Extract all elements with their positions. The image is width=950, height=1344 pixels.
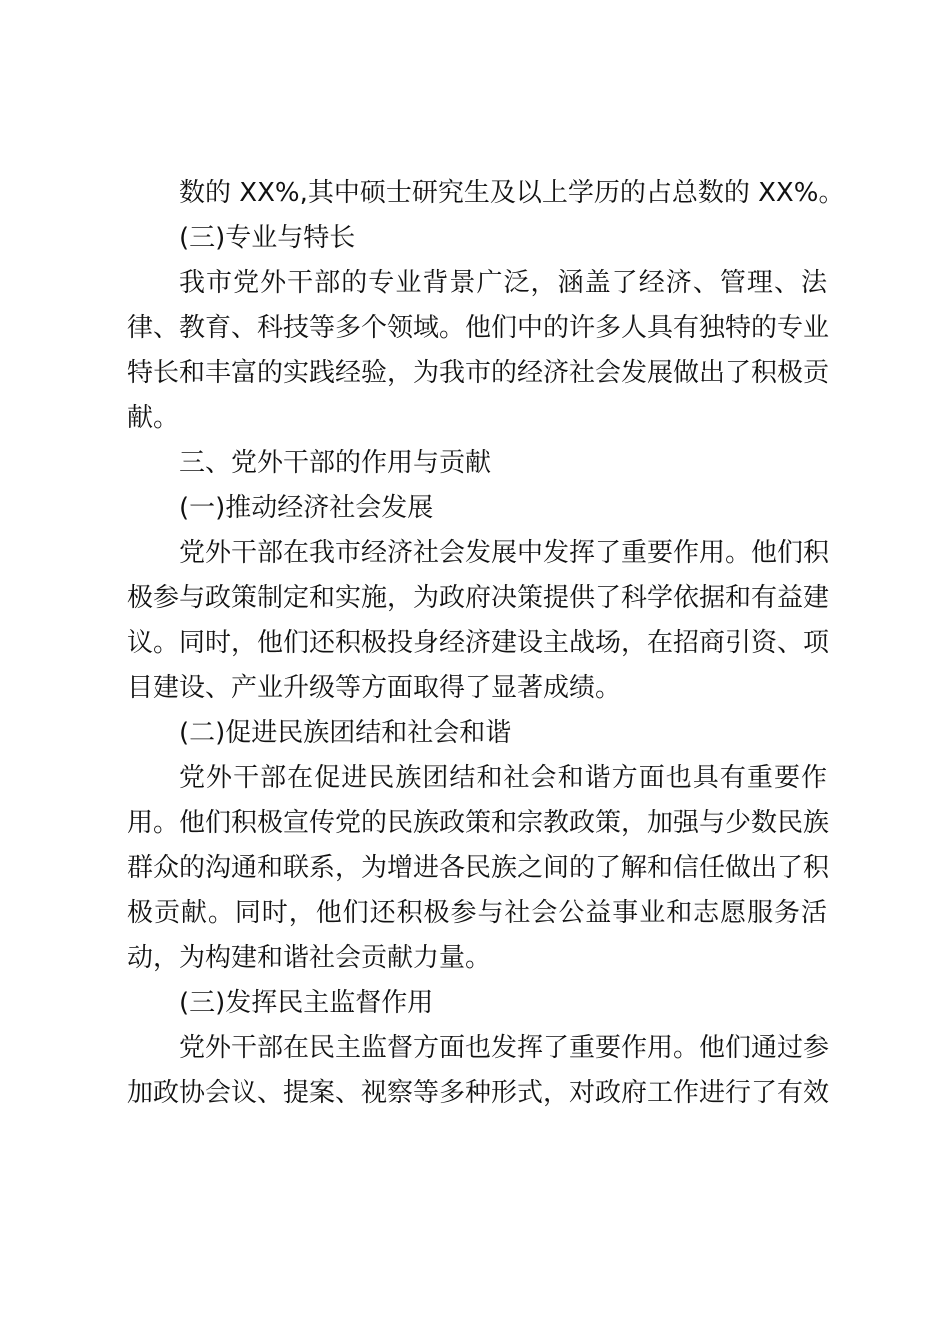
section-heading: (二)促进民族团结和社会和谐 <box>179 718 512 748</box>
section-heading: 三、党外干部的作用与贡献 <box>179 448 492 478</box>
section-heading: (三)发挥民主监督作用 <box>179 988 434 1018</box>
paragraph-line: 目建设、产业升级等方面取得了显著成绩。 <box>127 673 622 703</box>
paragraph-line: 极参与政策制定和实施，为政府决策提供了科学依据和有益建 <box>127 583 830 613</box>
paragraph-line: 数的 XX%,其中硕士研究生及以上学历的占总数的 XX%。 <box>179 178 845 208</box>
paragraph-line: 党外干部在促进民族团结和社会和谐方面也具有重要作 <box>179 763 827 793</box>
paragraph-line: 献。 <box>127 403 180 433</box>
paragraph-line: 动，为构建和谐社会贡献力量。 <box>127 943 492 973</box>
paragraph-line: 特长和丰富的实践经验，为我市的经济社会发展做出了积极贡 <box>127 358 830 388</box>
section-heading: (三)专业与特长 <box>179 223 356 253</box>
paragraph-line: 党外干部在我市经济社会发展中发挥了重要作用。他们积 <box>179 538 830 568</box>
paragraph-line: 议。同时，他们还积极投身经济建设主战场，在招商引资、项 <box>127 628 830 658</box>
document-body <box>127 171 845 1116</box>
paragraph-line: 极贡献。同时，他们还积极参与社会公益事业和志愿服务活 <box>127 898 827 928</box>
paragraph-line: 党外干部在民主监督方面也发挥了重要作用。他们通过参 <box>179 1033 830 1063</box>
paragraph-line: 我市党外干部的专业背景广泛，涵盖了经济、管理、法 <box>179 268 827 298</box>
paragraph-line: 律、教育、科技等多个领域。他们中的许多人具有独特的专业 <box>127 313 830 343</box>
paragraph-line: 加政协会议、提案、视察等多种形式，对政府工作进行了有效 <box>127 1078 830 1108</box>
paragraph-line: 群众的沟通和联系，为增进各民族之间的了解和信任做出了积 <box>127 853 830 883</box>
section-heading: (一)推动经济社会发展 <box>179 493 434 523</box>
paragraph-line: 用。他们积极宣传党的民族政策和宗教政策，加强与少数民族 <box>127 808 830 838</box>
